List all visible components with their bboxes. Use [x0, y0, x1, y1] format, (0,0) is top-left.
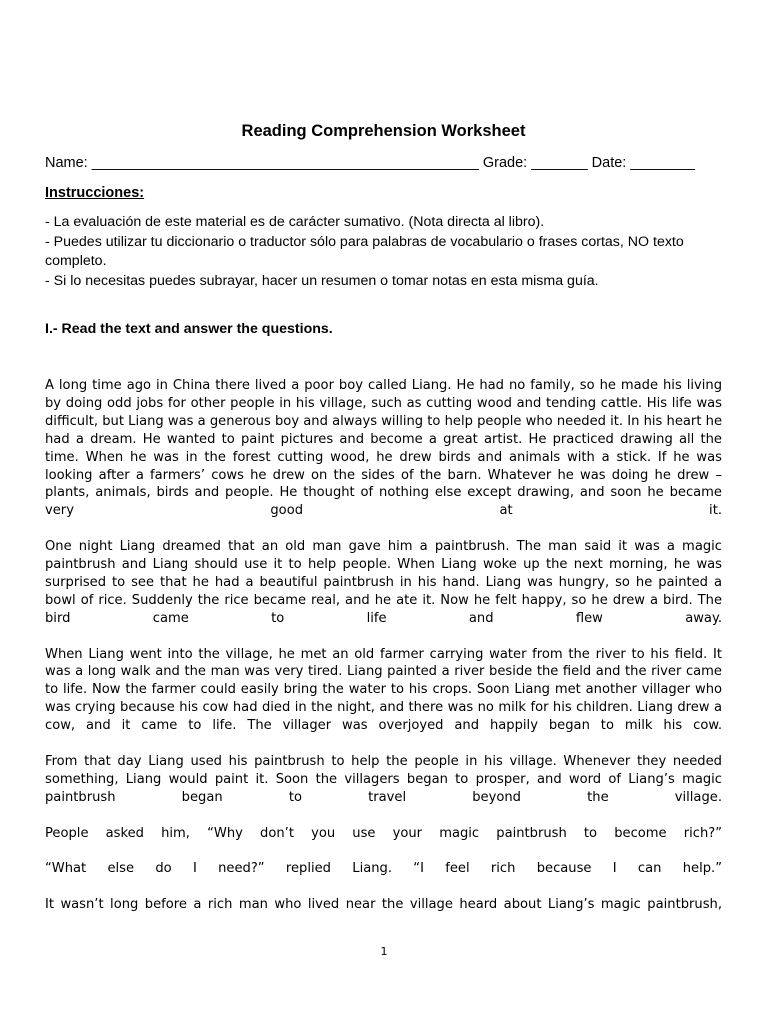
instructions-list [45, 213, 725, 291]
story-paragraph: “What else do I need?” replied Liang. “I feel rich because I can help.” [45, 861, 722, 877]
instruction-item: - Puedes utilizar tu diccionario o traductor sólo para palabras de vocabulario o frases cortas, NO texto completo. [45, 233, 684, 269]
instruction-item: - Si lo necesitas puedes subrayar, hacer un resumen o tomar notas en esta misma guía. [45, 272, 599, 289]
name-grade-date-line: Name: ________________________________________________ Grade: _______ Date: ________ [45, 155, 695, 171]
story-paragraph: People asked him, “Why don’t you use your magic paintbrush to become rich?” [45, 825, 722, 841]
story-paragraph: When Liang went into the village, he met an old farmer carrying water from the river to his field. It was a long walk and the man was very tired. Liang painted a river beside the field and the river came to life. Now the farmer could easily bring the water to his crops. Soon Liang met another villager who was crying because his cow had died in the night, and there was no milk for his children. Liang drew a cow, and it came to life. The villager was overjoyed and happily began to milk his cow. [45, 646, 722, 734]
story-paragraph: One night Liang dreamed that an old man gave him a paintbrush. The man said it was a magic paintbrush and Liang should use it to help people. When Liang woke up the next morning, he was surprised to see that he had a beautiful paintbrush in his hand. Liang was hungry, so he painted a bowl of rice. Suddenly the rice became real, and he ate it. Now he felt happy, so he drew a bird. The bird came to life and flew away. [45, 539, 722, 626]
page-number: 1 [380, 945, 388, 958]
story-text [45, 377, 722, 914]
instruction-item: - La evaluación de este material es de carácter sumativo. (Nota directa al libro). [45, 214, 545, 230]
instructions-heading: Instrucciones: [45, 185, 145, 201]
section-heading: I.- Read the text and answer the questions. [45, 321, 333, 337]
worksheet-title: Reading Comprehension Worksheet [241, 122, 526, 140]
story-paragraph: A long time ago in China there lived a poor boy called Liang. He had no family, so he made his living by doing odd jobs for other people in his village, such as cutting wood and tending cattle. His life was difficult, but Liang was a generous boy and always willing to help people who needed it. In his heart he had a dream. He wanted to paint pictures and become a great artist. He practiced drawing all the time. When he was in the forest cutting wood, he drew birds and animals with a stick. If he was looking after a farmers’ cows he drew on the sides of the barn. Whatever he was doing he drew – plants, animals, birds and people. He thought of nothing else except drawing, and soon he became very good at it. [45, 378, 722, 519]
story-paragraph: From that day Liang used his paintbrush to help the people in his village. Whenever they needed something, Liang would paint it. Soon the villagers began to prosper, and word of Liang’s magic paintbrush began to travel beyond the village. [45, 753, 722, 805]
story-paragraph: It wasn’t long before a rich man who lived near the village heard about Liang’s magic paintbrush, [45, 897, 722, 913]
